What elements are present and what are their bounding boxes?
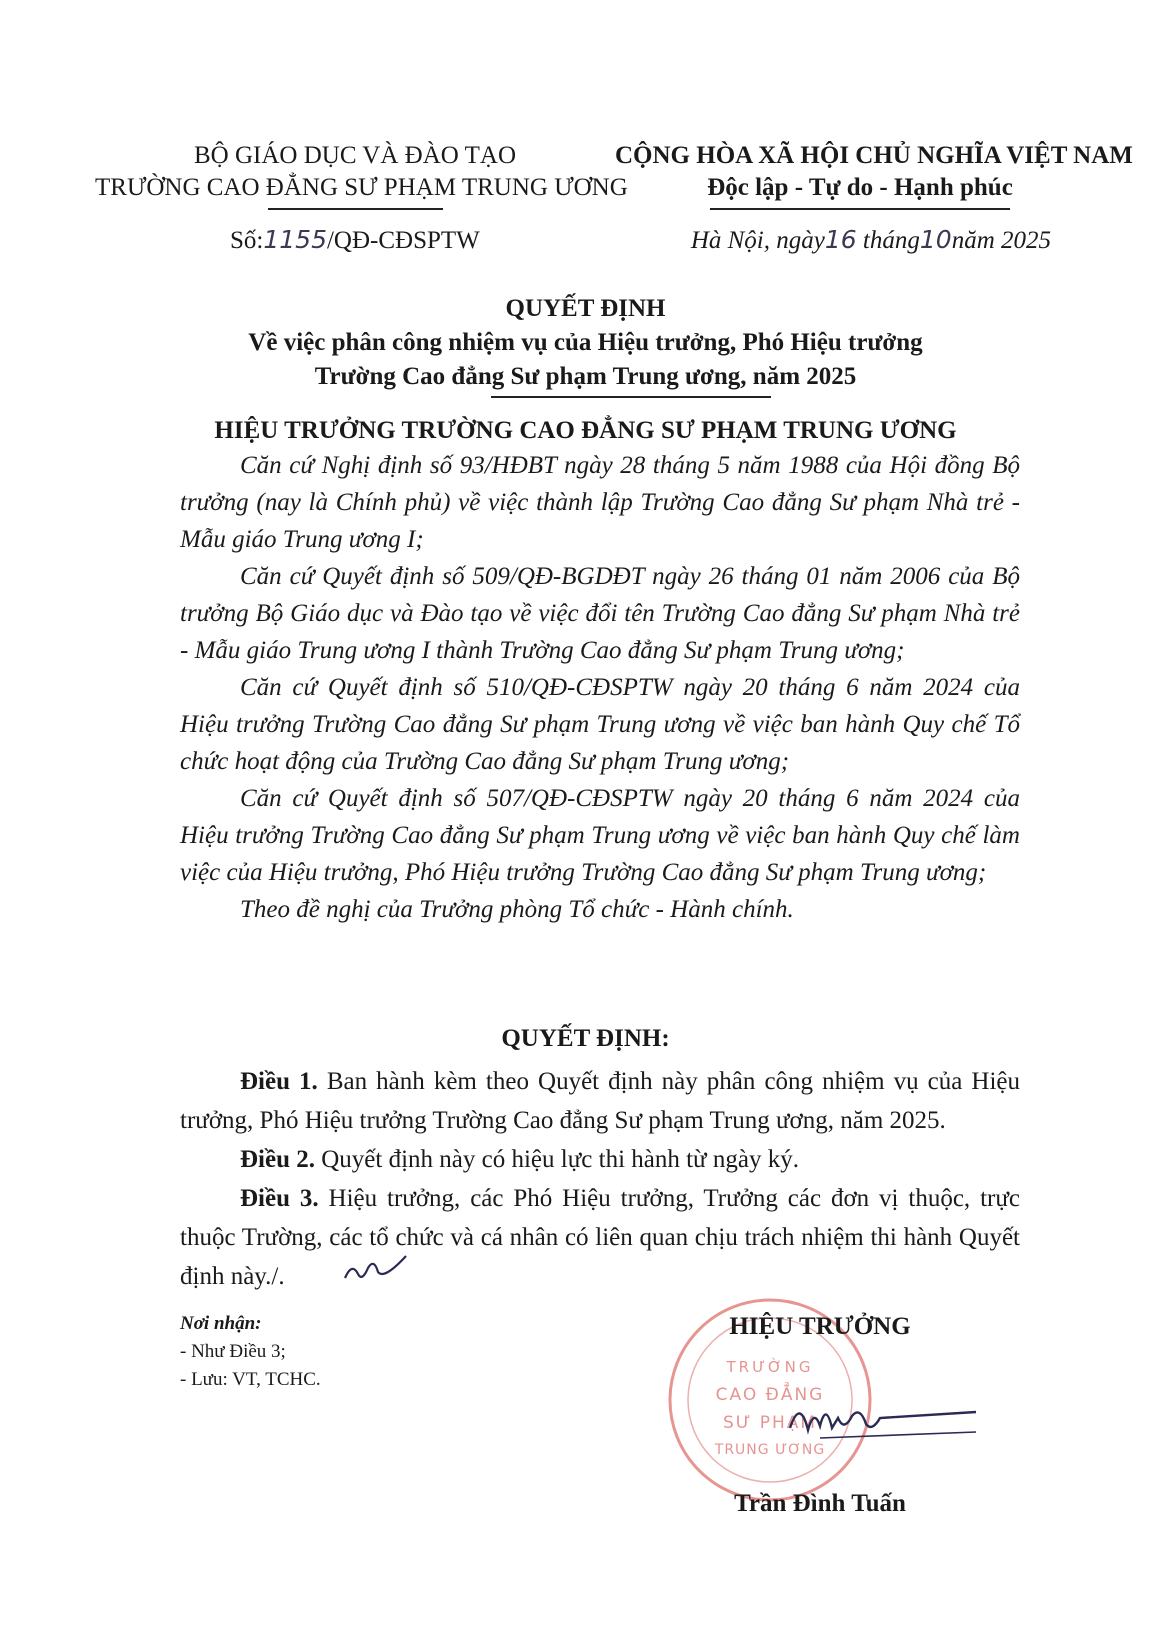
recipient-item: - Như Điều 3; bbox=[180, 1341, 286, 1362]
reference-number bbox=[230, 225, 480, 255]
date-year: năm 2025 bbox=[951, 227, 1051, 254]
recipient-item: - Lưu: VT, TCHC. bbox=[180, 1369, 321, 1390]
title-underline bbox=[491, 396, 771, 398]
issuer-header bbox=[95, 140, 628, 210]
republic-name: CỘNG HÒA XÃ HỘI CHỦ NGHĨA VIỆT NAM bbox=[615, 142, 1133, 169]
article-label: Điều 1. bbox=[240, 1068, 318, 1095]
ministry-name: BỘ GIÁO DỤC VÀ ĐÀO TẠO bbox=[194, 142, 516, 169]
issuing-authority: HIỆU TRƯỞNG TRƯỜNG CAO ĐẲNG SƯ PHẠM TRUNG ƯƠNG bbox=[214, 417, 957, 444]
article-text: Ban hành kèm theo Quyết định này phân công nhiệm vụ của Hiệu trưởng, Phó Hiệu trưởng Trường Cao đẳng Sư phạm Trung ương, năm 2025. bbox=[180, 1068, 1021, 1134]
basis-paragraph: Căn cứ Quyết định số 509/QĐ-BGDĐT ngày 26 tháng 01 năm 2006 của Bộ trưởng Bộ Giáo dục và Đào tạo về việc đổi tên Trường Cao đẳng Sư phạm Nhà trẻ - Mẫu giáo Trung ương I thành Trường Cao đẳng Sư phạm Trung ương; bbox=[180, 563, 1020, 664]
issuer-underline bbox=[268, 208, 443, 210]
title-subject-line-1: Về việc phân công nhiệm vụ của Hiệu trưởng, Phó Hiệu trưởng bbox=[248, 329, 923, 356]
svg-text:SƯ PHẠM: SƯ PHẠM bbox=[722, 1413, 818, 1433]
article-2 bbox=[180, 1140, 1020, 1179]
article-text: Hiệu trưởng, các Phó Hiệu trưởng, Trưởng các đơn vị thuộc, trực thuộc Trường, các tổ chức và cá nhân có liên quan chịu trách nhiệm thi hành Quyết định này./. bbox=[180, 1185, 1020, 1290]
recipients-title: Nơi nhận: bbox=[180, 1313, 262, 1334]
motto-underline bbox=[710, 208, 1010, 210]
document-title bbox=[0, 292, 1171, 398]
date-month: 10 bbox=[919, 225, 952, 254]
reference-suffix: /QĐ-CĐSPTW bbox=[326, 227, 480, 254]
basis-paragraph: Căn cứ Quyết định số 507/QĐ-CĐSPTW ngày 20 tháng 6 năm 2024 của Hiệu trưởng Trường Cao đẳng Sư phạm Trung ương về việc ban hành Quy chế làm việc của Hiệu trưởng, Phó Hiệu trưởng Trường Cao đẳng Sư phạm Trung ương; bbox=[180, 785, 1020, 886]
svg-text:CAO ĐẲNG: CAO ĐẲNG bbox=[715, 1385, 825, 1405]
reference-prefix: Số: bbox=[230, 227, 264, 254]
issue-date bbox=[691, 225, 1051, 255]
date-day: 16 bbox=[824, 225, 857, 254]
title-subject-line-2: Trường Cao đẳng Sư phạm Trung ương, năm 2025 bbox=[314, 363, 857, 390]
signer-title: HIỆU TRƯỞNG bbox=[729, 1313, 911, 1340]
date-month-word: tháng bbox=[862, 227, 920, 254]
basis-paragraph: Căn cứ Nghị định số 93/HĐBT ngày 28 tháng 5 năm 1988 của Hội đồng Bộ trưởng (nay là Chính phủ) về việc thành lập Trường Cao đẳng Sư phạm Nhà trẻ - Mẫu giáo Trung ương I; bbox=[180, 452, 1020, 553]
initial-mark-icon bbox=[340, 1250, 410, 1285]
national-motto: Độc lập - Tự do - Hạnh phúc bbox=[707, 174, 1013, 201]
basis-paragraph: Theo đề nghị của Trưởng phòng Tổ chức - Hành chính. bbox=[240, 896, 794, 923]
basis-paragraph: Căn cứ Quyết định số 510/QĐ-CĐSPTW ngày 20 tháng 6 năm 2024 của Hiệu trưởng Trường Cao đẳng Sư phạm Trung ương về việc ban hành Quy chế Tổ chức hoạt động của Trường Cao đẳng Sư phạm Trung ương; bbox=[180, 674, 1020, 775]
article-label: Điều 3. bbox=[240, 1185, 319, 1212]
legal-bases bbox=[180, 447, 1020, 928]
date-place: Hà Nội, ngày bbox=[690, 227, 825, 254]
svg-text:TRUNG ƯƠNG: TRUNG ƯƠNG bbox=[714, 1442, 826, 1458]
article-3 bbox=[180, 1179, 1020, 1296]
title-main: QUYẾT ĐỊNH bbox=[505, 295, 666, 322]
handwritten-signature-icon bbox=[780, 1388, 980, 1448]
articles bbox=[180, 1062, 1020, 1296]
article-label: Điều 2. bbox=[240, 1146, 315, 1173]
national-header bbox=[615, 140, 1133, 210]
article-1 bbox=[180, 1062, 1020, 1140]
signer-name: Trần Đình Tuấn bbox=[734, 1490, 906, 1517]
svg-text:TRƯỜNG: TRƯỜNG bbox=[726, 1358, 814, 1376]
school-name: TRƯỜNG CAO ĐẲNG SƯ PHẠM TRUNG ƯƠNG bbox=[95, 174, 628, 201]
decision-heading: QUYẾT ĐỊNH: bbox=[501, 1025, 670, 1052]
recipients bbox=[180, 1310, 321, 1394]
reference-handwritten-number: 1155 bbox=[263, 225, 327, 254]
article-text: Quyết định này có hiệu lực thi hành từ ngày ký. bbox=[315, 1146, 799, 1173]
